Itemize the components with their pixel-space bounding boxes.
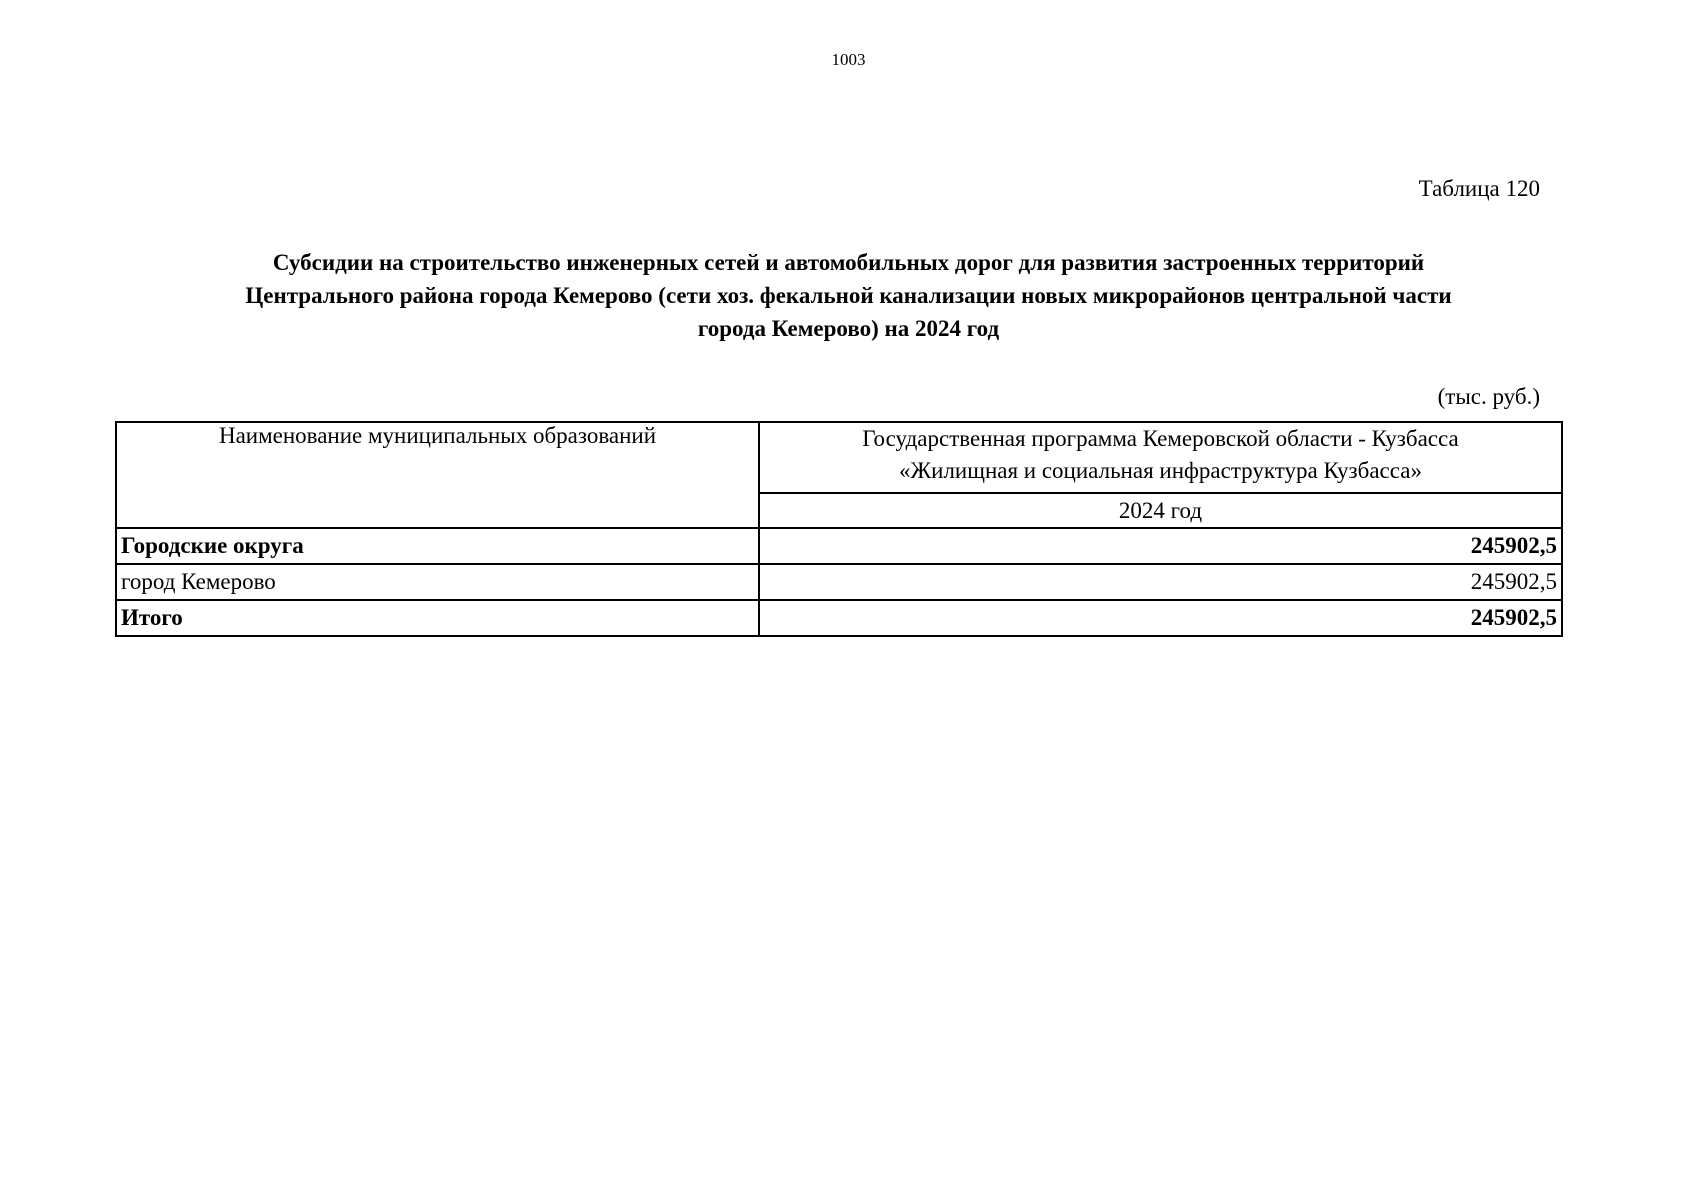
header-municipality-name: Наименование муниципальных образований — [116, 422, 759, 528]
row-value-total: 245902,5 — [759, 600, 1562, 636]
header-program-line-2: «Жилищная и социальная инфраструктура Кузбасса» — [899, 458, 1422, 483]
row-value-kemerovo: 245902,5 — [759, 564, 1562, 600]
row-label-kemerovo: город Кемерово — [116, 564, 759, 600]
table-number-label: Таблица 120 — [1418, 176, 1540, 201]
header-program — [759, 422, 1562, 493]
document-title — [140, 246, 1557, 345]
title-line-2: Центрального района города Кемерово (сети хоз. фекальной канализации новых микрорайонов центральной части — [245, 283, 1452, 308]
title-line-1: Субсидии на строительство инженерных сетей и автомобильных дорог для развития застроенных территорий — [272, 250, 1425, 275]
table-row — [116, 600, 1562, 636]
table-row — [116, 528, 1562, 564]
title-line-3: города Кемерово) на 2024 год — [697, 316, 1000, 341]
page-number: 1003 — [831, 50, 866, 69]
row-label-total: Итого — [116, 600, 759, 636]
header-year: 2024 год — [759, 493, 1562, 528]
subsidy-table — [115, 421, 1563, 637]
row-value-city-districts: 245902,5 — [759, 528, 1562, 564]
units-label: (тыс. руб.) — [1437, 384, 1540, 409]
table-row — [116, 564, 1562, 600]
table-header-row — [116, 422, 1562, 493]
row-label-city-districts: Городские округа — [116, 528, 759, 564]
header-program-line-1: Государственная программа Кемеровской области - Кузбасса — [862, 426, 1459, 451]
